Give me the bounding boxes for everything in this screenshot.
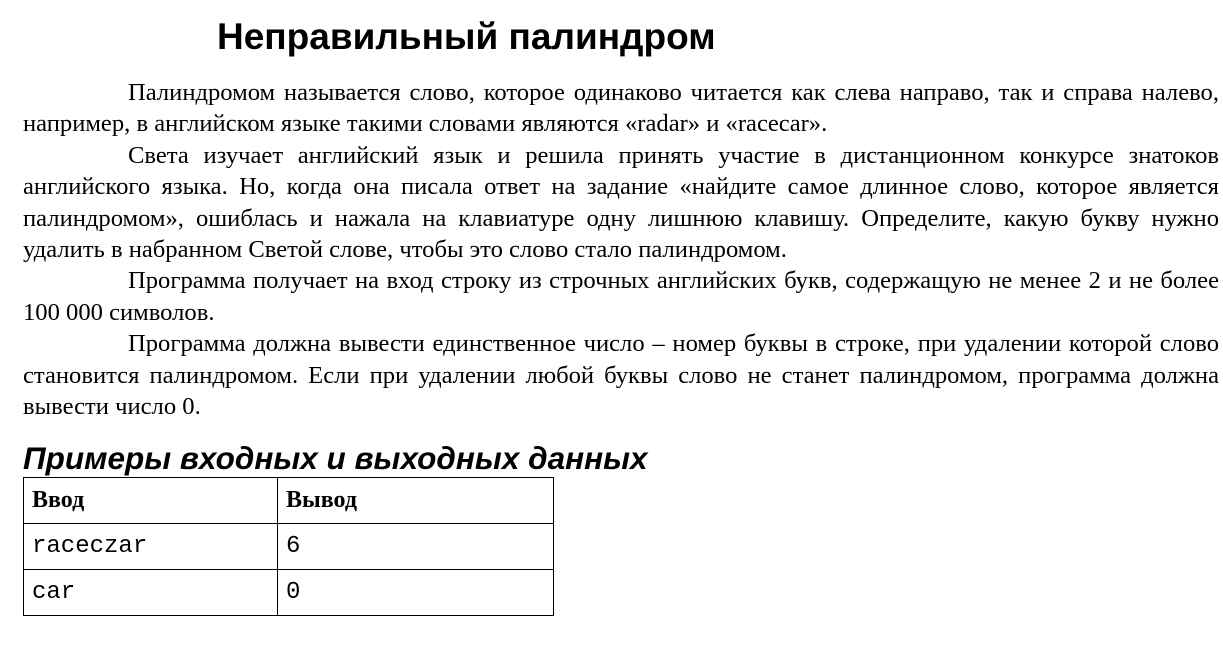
examples-heading: Примеры входных и выходных данных — [23, 440, 648, 477]
example-input-cell: raceczar — [24, 524, 278, 570]
column-header-output: Вывод — [278, 478, 554, 524]
paragraph-input-format: Программа получает на вход строку из строчных английских букв, содержащую не менее 2 и не более 100 000 символов. — [23, 267, 1219, 326]
table-row — [24, 570, 554, 616]
page-title: Неправильный палиндром — [217, 16, 716, 57]
example-output-cell: 0 — [278, 570, 554, 616]
paragraph-story: Света изучает английский язык и решила принять участие в дистанционном конкурсе знатоков английского языка. Но, когда она писала ответ на задание «найдите самое длинное слово, которое является палиндромом», ошиблась и нажала на клавиатуре одну лишнюю клавишу. Определите, какую букву нужно удалить в набранном Светой слове, чтобы это слово стало палиндромом. — [23, 141, 1219, 264]
table-row — [24, 524, 554, 570]
paragraph-output-format: Программа должна вывести единственное число – номер буквы в строке, при удалении которой слово становится палиндромом. Если при удалении любой буквы слово не станет палиндромом, программа должна вывести число 0. — [23, 330, 1219, 421]
example-output-cell: 6 — [278, 524, 554, 570]
column-header-input: Ввод — [24, 478, 278, 524]
examples-table — [23, 477, 554, 616]
table-header-row — [24, 478, 554, 524]
paragraph-palindrome-definition: Палиндромом называется слово, которое одинаково читается как слева направо, так и справа налево, например, в английском языке такими словами являются «radar» и «racecar». — [23, 79, 1219, 138]
problem-description — [23, 77, 1219, 422]
problem-statement — [23, 0, 1219, 616]
example-input-cell: car — [24, 570, 278, 616]
